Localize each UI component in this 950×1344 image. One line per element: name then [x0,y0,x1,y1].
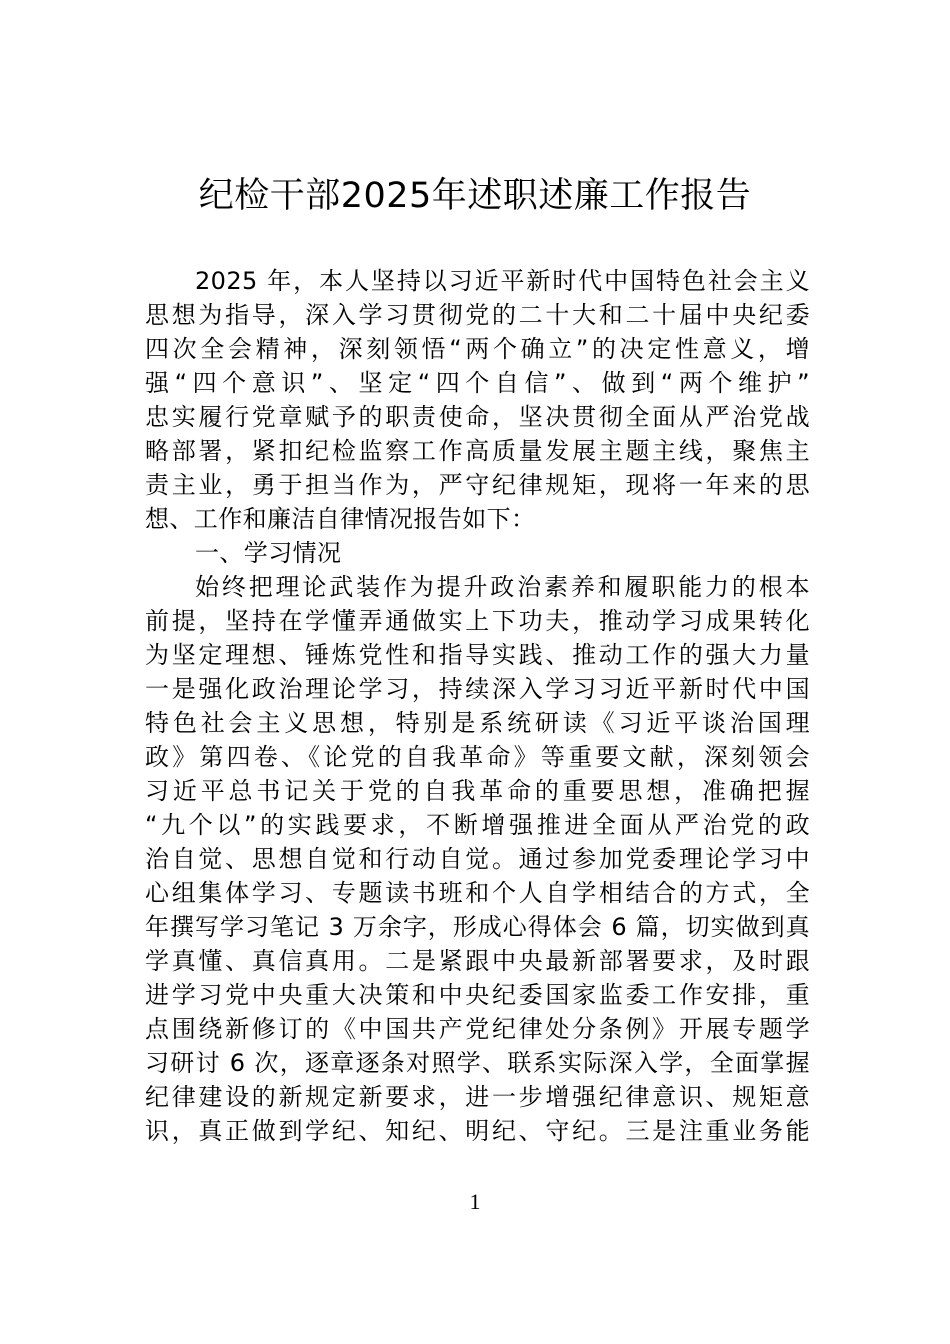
text-line: 政》第四卷、《论党的自我革命》等重要文献，深刻领会 [145,743,810,771]
text-line: 学真懂、真信真用。二是紧跟中央最新部署要求，及时跟 [145,947,810,975]
text-line: 一是强化政治理论学习，持续深入学习习近平新时代中国 [145,675,810,703]
text-line: 习研讨 6 次，逐章逐条对照学、联系实际深入学，全面掌握 [145,1049,810,1077]
text-line: 特色社会主义思想，特别是系统研读《习近平谈治国理 [145,709,810,737]
page-number: 1 [469,1189,481,1214]
text-line: 进学习党中央重大决策和中央纪委国家监委工作安排，重 [145,981,810,1009]
text-line: 强“四个意识”、坚定“四个自信”、做到“两个维护” [145,369,810,397]
text-line: 纪律建设的新规定新要求，进一步增强纪律意识、规矩意 [145,1083,810,1111]
text-line: “九个以”的实践要求，不断增强推进全面从严治党的政 [145,811,810,839]
text-line: 责主业，勇于担当作为，严守纪律规矩，现将一年来的思 [145,471,810,499]
text-line: 忠实履行党章赋予的职责使命，坚决贯彻全面从严治党战 [145,403,810,431]
text-line: 识，真正做到学纪、知纪、明纪、守纪。三是注重业务能 [145,1117,810,1145]
document-body [145,264,810,1148]
text-line: 前提，坚持在学懂弄通做实上下功夫，推动学习成果转化 [145,607,810,635]
text-line: 略部署，紧扣纪检监察工作高质量发展主题主线，聚焦主 [145,437,810,465]
text-line: 一、学习情况 [195,539,342,567]
text-line: 始终把理论武装作为提升政治素养和履职能力的根本 [195,573,810,601]
text-line: 为坚定理想、锤炼党性和指导实践、推动工作的强大力量 [145,641,810,669]
text-line: 2025 年，本人坚持以习近平新时代中国特色社会主义 [195,267,810,295]
text-line: 思想为指导，深入学习贯彻党的二十大和二十届中央纪委 [145,301,810,329]
document-title: 纪检干部2025年述职述廉工作报告 [198,176,752,216]
text-line: 想、工作和廉洁自律情况报告如下： [145,505,536,533]
text-line: 习近平总书记关于党的自我革命的重要思想，准确把握 [145,777,810,805]
text-line: 点围绕新修订的《中国共产党纪律处分条例》开展专题学 [145,1015,810,1043]
text-line: 年撰写学习笔记 3 万余字，形成心得体会 6 篇，切实做到真 [145,913,810,941]
text-line: 心组集体学习、专题读书班和个人自学相结合的方式，全 [145,879,810,907]
text-line: 治自觉、思想自觉和行动自觉。通过参加党委理论学习中 [145,845,810,873]
text-line: 四次全会精神，深刻领悟“两个确立”的决定性意义，增 [145,335,810,363]
